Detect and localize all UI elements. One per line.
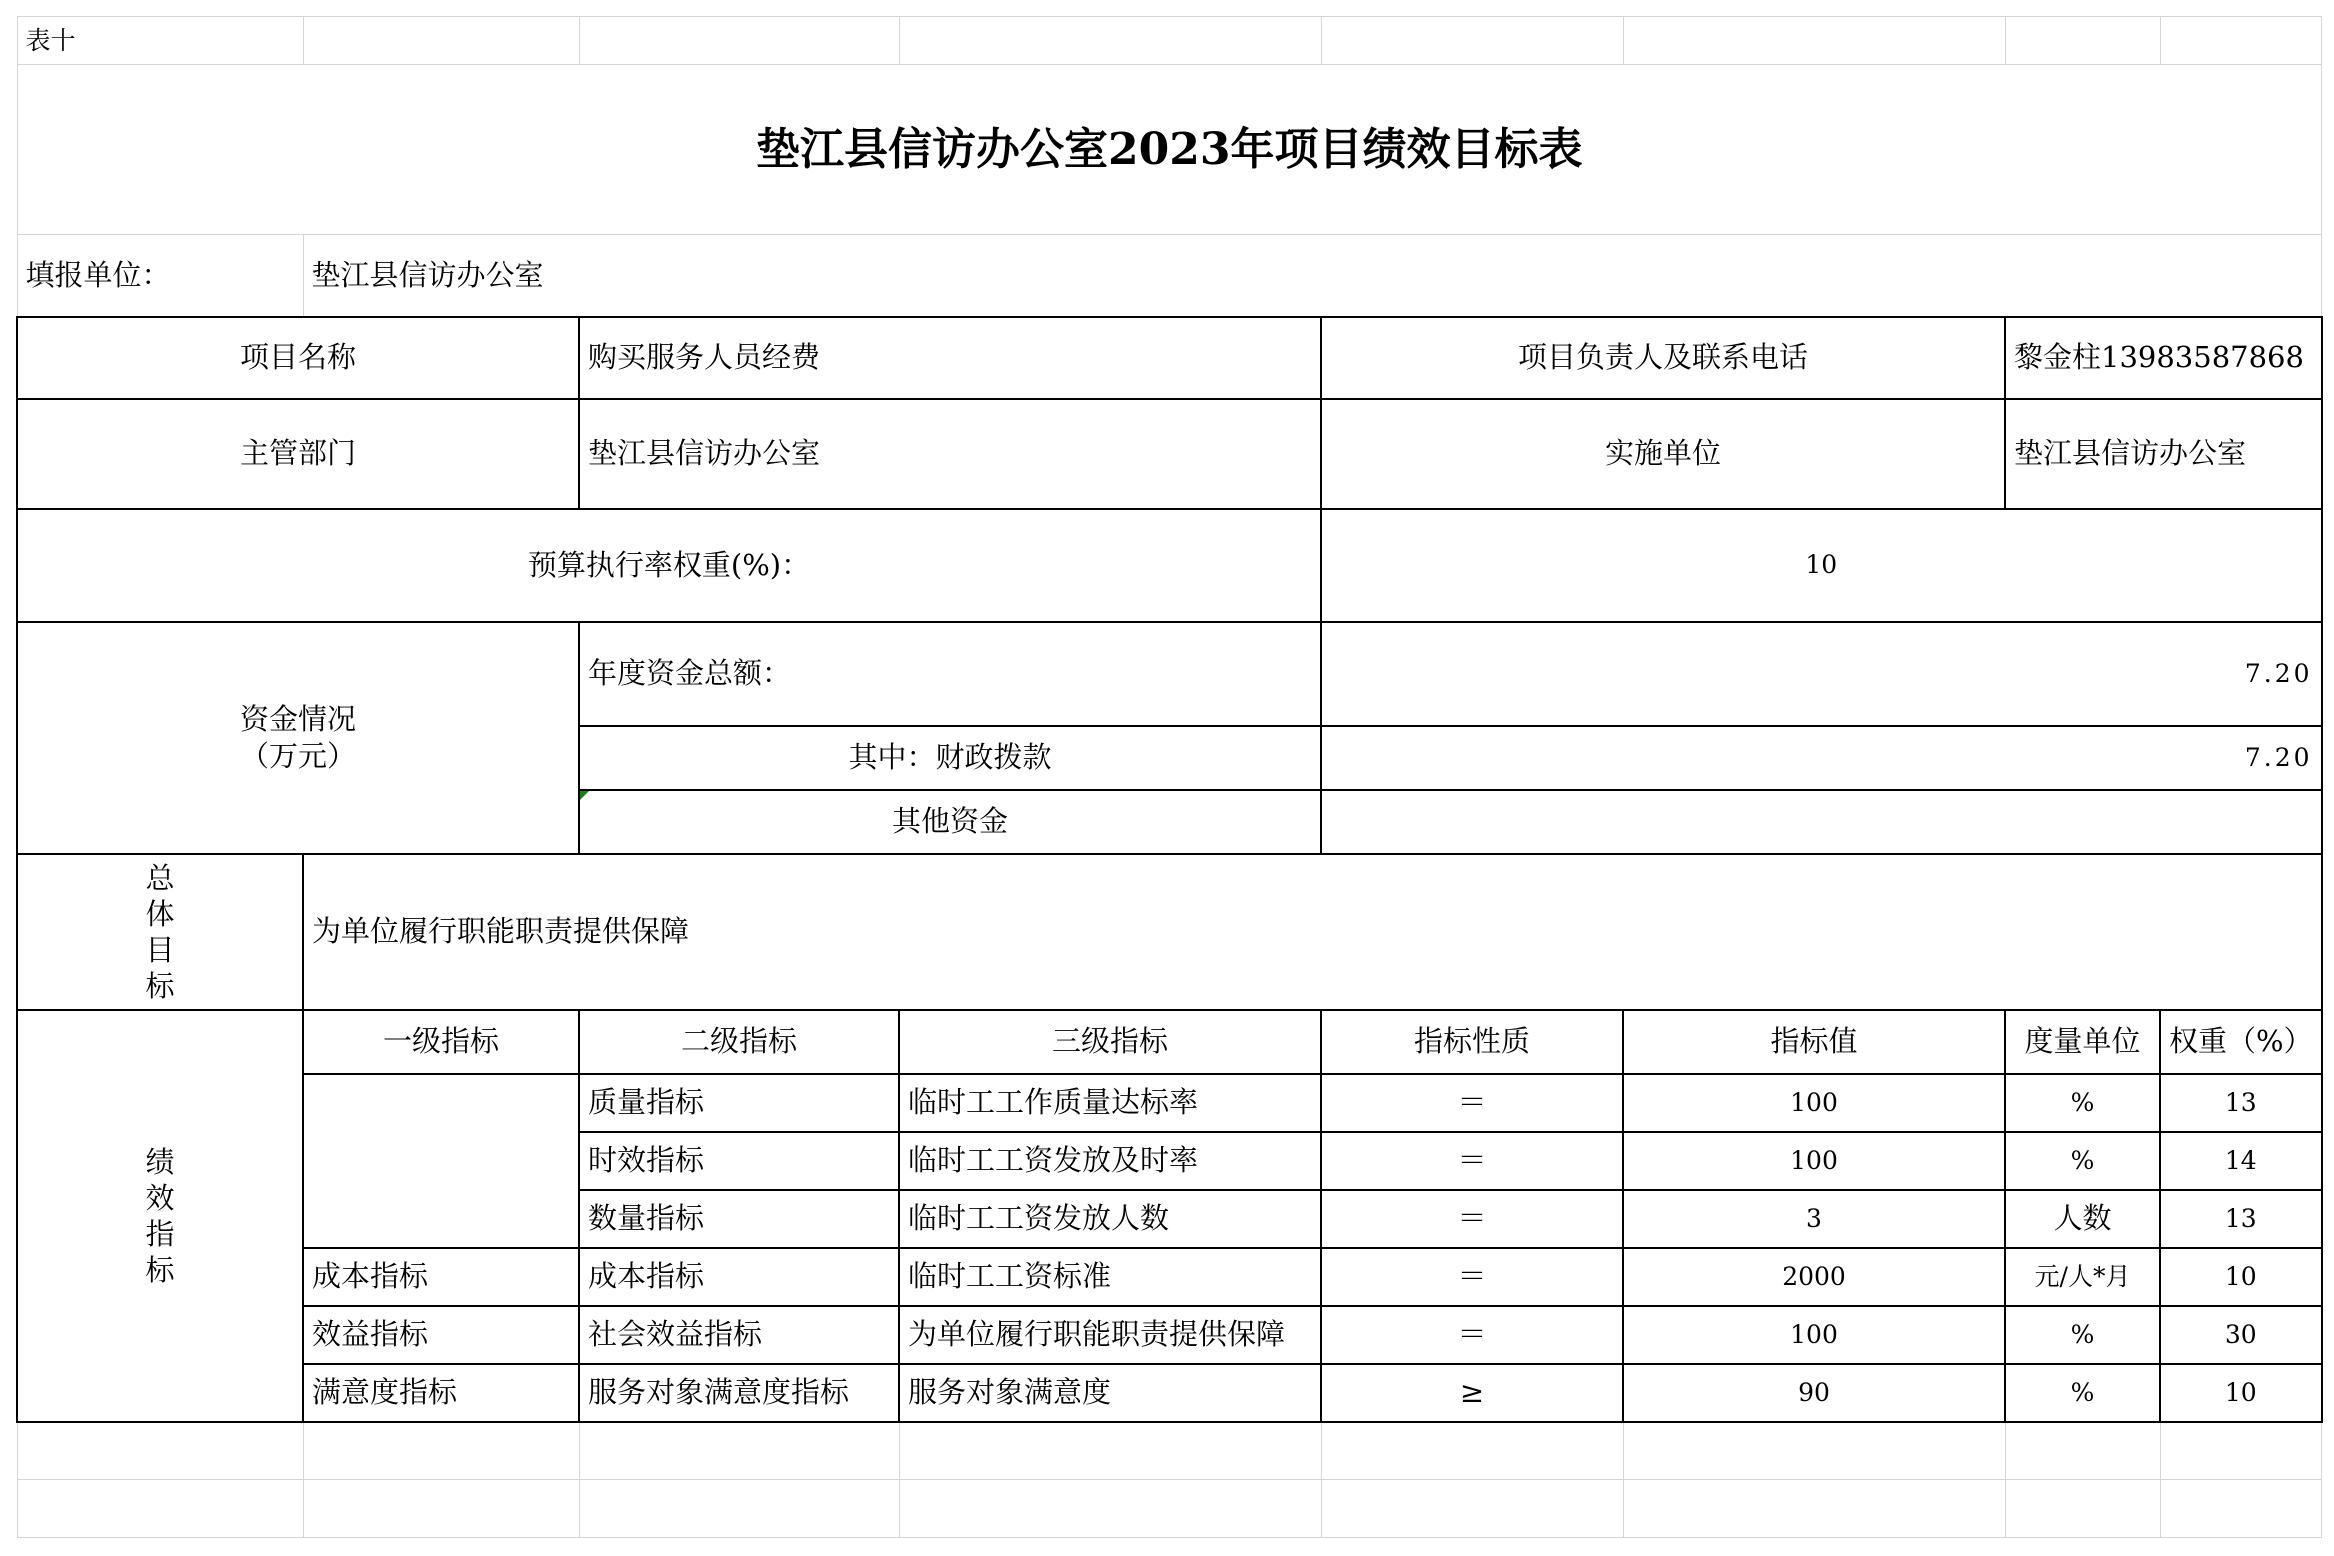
project-name-label[interactable]: 项目名称: [17, 317, 579, 399]
funds-total-value[interactable]: 7.20: [1321, 622, 2322, 726]
value-cell[interactable]: 100: [1623, 1132, 2005, 1190]
header-level1[interactable]: 一级指标: [303, 1010, 579, 1074]
level3-cell[interactable]: 服务对象满意度: [899, 1364, 1321, 1422]
level3-cell[interactable]: 临时工工作质量达标率: [899, 1074, 1321, 1132]
project-name-value[interactable]: 购买服务人员经费: [579, 317, 1321, 399]
level1-cell[interactable]: 效益指标: [303, 1306, 579, 1364]
level3-cell[interactable]: 为单位履行职能职责提供保障: [899, 1306, 1321, 1364]
performance-target-table: [16, 16, 2323, 1538]
level2-cell[interactable]: 服务对象满意度指标: [579, 1364, 899, 1422]
empty-cell[interactable]: [303, 1480, 579, 1538]
weight-cell[interactable]: 30: [2160, 1306, 2322, 1364]
funds-fiscal-label[interactable]: 其中：财政拨款: [579, 726, 1321, 790]
performance-char: 指: [145, 1216, 175, 1251]
nature-cell[interactable]: ＝: [1321, 1190, 1623, 1248]
header-value[interactable]: 指标值: [1623, 1010, 2005, 1074]
nature-cell[interactable]: ＝: [1321, 1248, 1623, 1306]
empty-cell[interactable]: [2160, 17, 2322, 65]
page-title[interactable]: 垫江县信访办公室2023年项目绩效目标表: [17, 65, 2322, 235]
empty-cell[interactable]: [1623, 1480, 2005, 1538]
dept-value[interactable]: 垫江县信访办公室: [579, 399, 1321, 509]
empty-cell[interactable]: [899, 17, 1321, 65]
header-unit[interactable]: 度量单位: [2005, 1010, 2160, 1074]
empty-cell[interactable]: [899, 1480, 1321, 1538]
weight-cell[interactable]: 10: [2160, 1364, 2322, 1422]
empty-cell[interactable]: [17, 1422, 303, 1480]
empty-cell[interactable]: [1623, 17, 2005, 65]
empty-cell[interactable]: [303, 17, 579, 65]
weight-cell[interactable]: 13: [2160, 1074, 2322, 1132]
level1-cell[interactable]: [303, 1074, 579, 1248]
empty-cell[interactable]: [303, 1422, 579, 1480]
empty-cell[interactable]: [899, 1422, 1321, 1480]
fill-unit-value[interactable]: 垫江县信访办公室: [303, 235, 2322, 317]
nature-cell[interactable]: ＝: [1321, 1074, 1623, 1132]
project-leader-value[interactable]: 黎金柱13983587868: [2005, 317, 2322, 399]
budget-rate-label[interactable]: 预算执行率权重(%)：: [17, 509, 1321, 622]
value-cell[interactable]: 100: [1623, 1306, 2005, 1364]
level3-cell[interactable]: 临时工工资标准: [899, 1248, 1321, 1306]
overall-char: 目: [145, 932, 175, 967]
overall-target-value[interactable]: 为单位履行职能职责提供保障: [303, 854, 2322, 1010]
funds-other-label[interactable]: 其他资金: [579, 790, 1321, 854]
unit-cell[interactable]: %: [2005, 1306, 2160, 1364]
value-cell[interactable]: 90: [1623, 1364, 2005, 1422]
sheet-tag[interactable]: 表十: [17, 17, 303, 65]
empty-cell[interactable]: [1623, 1422, 2005, 1480]
unit-cell[interactable]: %: [2005, 1364, 2160, 1422]
funds-other-value[interactable]: [1321, 790, 2322, 854]
unit-cell[interactable]: %: [2005, 1074, 2160, 1132]
empty-cell[interactable]: [1321, 1422, 1623, 1480]
funds-total-label[interactable]: 年度资金总额：: [579, 622, 1321, 726]
performance-char: 标: [145, 1252, 175, 1287]
table-row: [17, 1074, 2322, 1132]
value-cell[interactable]: 3: [1623, 1190, 2005, 1248]
fill-unit-label[interactable]: 填报单位：: [17, 235, 303, 317]
level2-cell[interactable]: 数量指标: [579, 1190, 899, 1248]
empty-cell[interactable]: [2160, 1422, 2322, 1480]
level1-cell[interactable]: 成本指标: [303, 1248, 579, 1306]
performance-label[interactable]: [17, 1010, 303, 1422]
empty-cell[interactable]: [579, 1480, 899, 1538]
overall-target-label[interactable]: [17, 854, 303, 1010]
empty-cell[interactable]: [579, 1422, 899, 1480]
unit-cell[interactable]: 元/人*月: [2005, 1248, 2160, 1306]
level3-cell[interactable]: 临时工工资发放人数: [899, 1190, 1321, 1248]
header-nature[interactable]: 指标性质: [1321, 1010, 1623, 1074]
empty-cell[interactable]: [17, 1480, 303, 1538]
empty-cell[interactable]: [2160, 1480, 2322, 1538]
funds-label-line1: 资金情况: [239, 702, 356, 737]
weight-cell[interactable]: 14: [2160, 1132, 2322, 1190]
budget-rate-value[interactable]: 10: [1321, 509, 2322, 622]
table-row: [17, 1364, 2322, 1422]
empty-cell[interactable]: [2005, 17, 2160, 65]
unit-cell[interactable]: 人数: [2005, 1190, 2160, 1248]
level1-cell[interactable]: 满意度指标: [303, 1364, 579, 1422]
performance-char: 效: [145, 1180, 175, 1215]
level2-cell[interactable]: 成本指标: [579, 1248, 899, 1306]
nature-cell[interactable]: ≥: [1321, 1364, 1623, 1422]
nature-cell[interactable]: ＝: [1321, 1132, 1623, 1190]
performance-char: 绩: [145, 1144, 175, 1179]
funds-fiscal-value[interactable]: 7.20: [1321, 726, 2322, 790]
empty-cell[interactable]: [2005, 1422, 2160, 1480]
impl-unit-value[interactable]: 垫江县信访办公室: [2005, 399, 2322, 509]
level2-cell[interactable]: 质量指标: [579, 1074, 899, 1132]
project-leader-label[interactable]: 项目负责人及联系电话: [1321, 317, 2005, 399]
empty-cell[interactable]: [1321, 17, 1623, 65]
level2-cell[interactable]: 社会效益指标: [579, 1306, 899, 1364]
dept-label[interactable]: 主管部门: [17, 399, 579, 509]
empty-cell[interactable]: [1321, 1480, 1623, 1538]
weight-cell[interactable]: 10: [2160, 1248, 2322, 1306]
overall-char: 标: [145, 968, 175, 1003]
value-cell[interactable]: 2000: [1623, 1248, 2005, 1306]
level3-cell[interactable]: 临时工工资发放及时率: [899, 1132, 1321, 1190]
funds-label[interactable]: [17, 622, 579, 854]
funds-label-line2: （万元）: [239, 738, 356, 773]
weight-cell[interactable]: 13: [2160, 1190, 2322, 1248]
value-cell[interactable]: 100: [1623, 1074, 2005, 1132]
header-weight[interactable]: 权重（%）: [2160, 1010, 2322, 1074]
empty-cell[interactable]: [2005, 1480, 2160, 1538]
header-level3[interactable]: 三级指标: [899, 1010, 1321, 1074]
table-row: [17, 1306, 2322, 1364]
unit-cell[interactable]: %: [2005, 1132, 2160, 1190]
empty-cell[interactable]: [579, 17, 899, 65]
table-row: [17, 1248, 2322, 1306]
level2-cell[interactable]: 时效指标: [579, 1132, 899, 1190]
overall-char: 体: [145, 896, 175, 931]
overall-char: 总: [145, 860, 175, 895]
impl-unit-label[interactable]: 实施单位: [1321, 399, 2005, 509]
nature-cell[interactable]: ＝: [1321, 1306, 1623, 1364]
header-level2[interactable]: 二级指标: [579, 1010, 899, 1074]
